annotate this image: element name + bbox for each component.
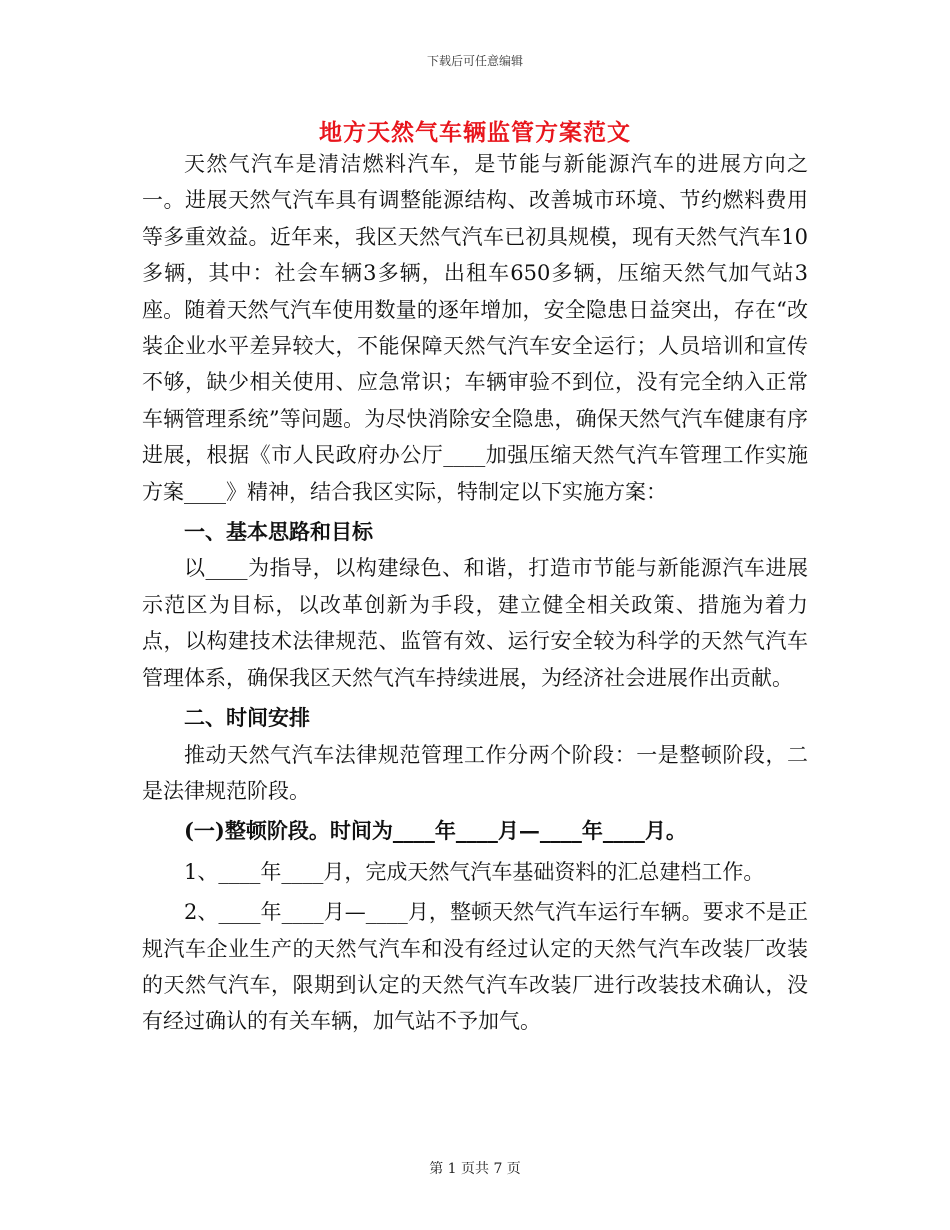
page-footer: 第 1 页共 7 页: [429, 1161, 521, 1177]
page-header: 下载后可任意编辑: [426, 54, 523, 68]
list-item-2: 2、____年____月—____月，整顿天然气汽车运行车辆。要求不是正规汽车企业生产的天然气汽车和没有经过认定的天然气汽车改装厂改装的天然气汽车，限期到认定的天然气汽车改装厂进行改装技术确认，没有经过确认的有关车辆，加气站不予加气。: [142, 900, 808, 1034]
list-item-1: 1、____年____月，完成天然气汽车基础资料的汇总建档工作。: [184, 859, 765, 884]
subsection-heading-1: (一)整顿阶段。时间为____年____月—____年____月。: [184, 818, 687, 844]
section-heading-1: 一、基本思路和目标: [184, 519, 373, 545]
document-title: 地方天然气车辆监管方案范文: [319, 119, 631, 146]
section-1-paragraph: 以____为指导，以构建绿色、和谐，打造市节能与新能源汽车进展示范区为目标，以改革创新为手段，建立健全相关政策、措施为着力点，以构建技术法律规范、监管有效、运行安全较为科学的天然气汽车管理体系，确保我区天然气汽车持续进展，为经济社会进展作出贡献。: [142, 556, 808, 690]
intro-paragraph: 天然气汽车是清洁燃料汽车，是节能与新能源汽车的进展方向之一。进展天然气汽车具有调整能源结构、改善城市环境、节约燃料费用等多重效益。近年来，我区天然气汽车已初具规模，现有天然气汽车10多辆，其中：社会车辆3多辆，出租车650多辆，压缩天然气加气站3座。随着天然气汽车使用数量的逐年增加，安全隐患日益突出，存在“改装企业水平差异较大，不能保障天然气汽车安全运行；人员培训和宣传不够，缺少相关使用、应急常识；车辆审验不到位，没有完全纳入正常车辆管理系统”等问题。为尽快消除安全隐患，确保天然气汽车健康有序进展，根据《市人民政府办公厅____加强压缩天然气汽车管理工作实施方案____》精神，结合我区实际，特制定以下实施方案：: [142, 152, 808, 504]
section-heading-2: 二、时间安排: [184, 705, 310, 731]
section-2-paragraph: 推动天然气汽车法律规范管理工作分两个阶段：一是整顿阶段，二是法律规范阶段。: [142, 742, 808, 803]
document-body: [142, 146, 808, 1040]
